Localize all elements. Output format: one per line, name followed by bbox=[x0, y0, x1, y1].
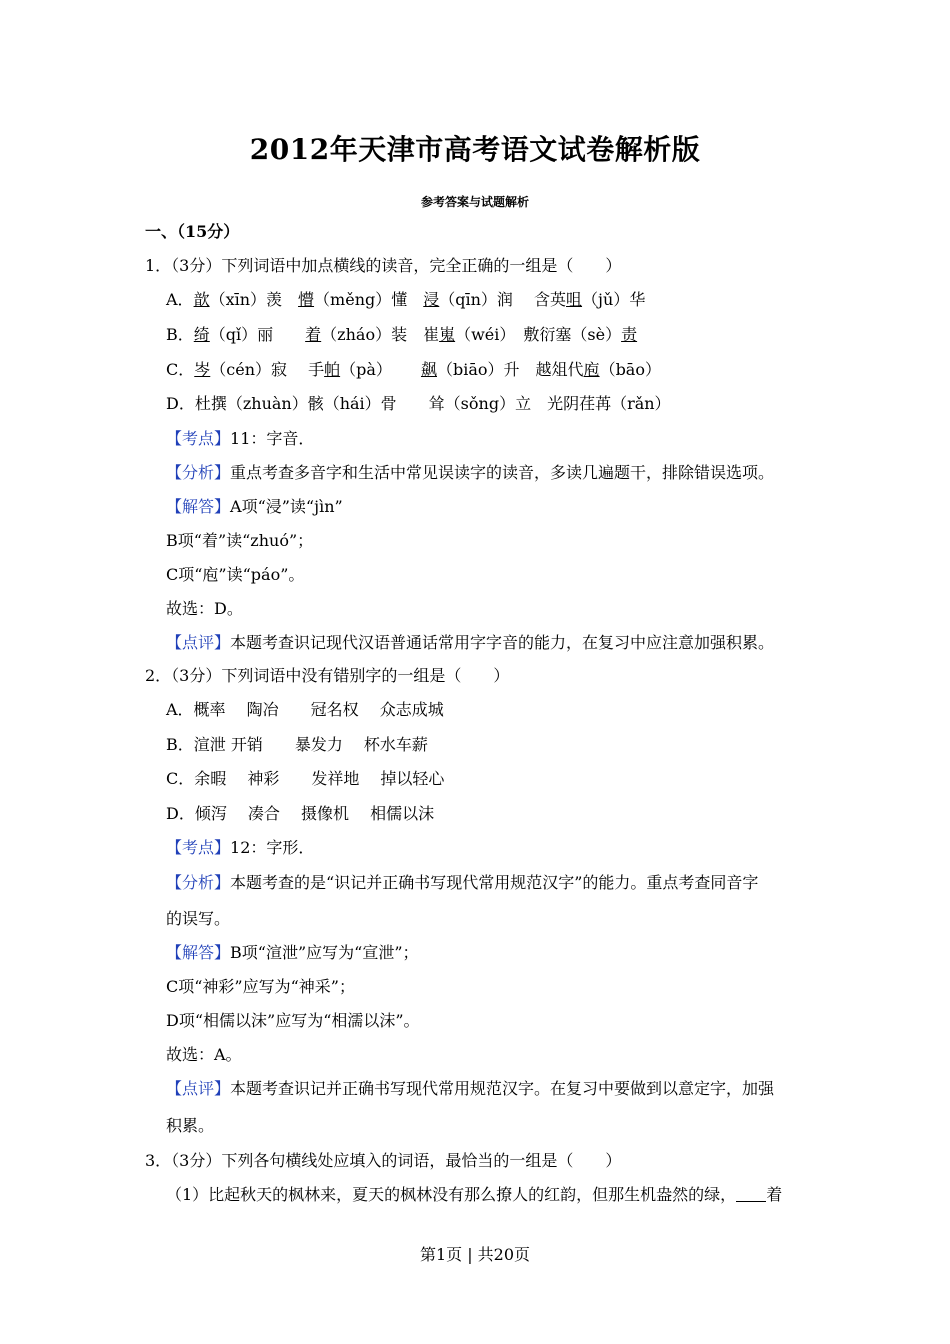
q3-stem: 3．（3分）下列各句横线处应填入的词语，最恰当的一组是（ ） bbox=[145, 1151, 622, 1170]
q2-jieda-d: D项“相儒以沫”应写为“相濡以沫”。 bbox=[166, 1011, 420, 1030]
q1-answer: 故选：D。 bbox=[166, 599, 243, 618]
page-footer: 第1页 | 共20页 bbox=[419, 1245, 531, 1264]
q2-answer: 故选：A。 bbox=[166, 1045, 242, 1064]
dianping-text: 本题考查识记并正确书写现代常用规范汉字。在复习中要做到以意定字，加强 bbox=[230, 1079, 775, 1098]
section-heading: 一、（15分） bbox=[145, 222, 240, 241]
dotted-char: 绮 bbox=[193, 325, 210, 344]
option-text: （pà） bbox=[340, 360, 421, 379]
q1-option-a bbox=[166, 288, 645, 312]
q2-stem: 2．（3分）下列词语中没有错别字的一组是（ ） bbox=[145, 666, 510, 685]
q2-jieda bbox=[166, 941, 419, 965]
jieda-text: B项“渲泄”应写为“宣泄”； bbox=[230, 943, 419, 962]
q2-option-c: C．余暇 神彩 发祥地 掉以轻心 bbox=[166, 769, 445, 788]
page-title: 2012年天津市高考语文试卷解析版 bbox=[249, 133, 701, 166]
q1-option-d: D．杜撰（zhuàn）骸（hái）骨 耸（sǒng）立 光阴荏苒（rǎn） bbox=[166, 394, 671, 413]
q2-jieda-c: C项“神彩”应写为“神采”； bbox=[166, 977, 355, 996]
option-label: A． bbox=[166, 290, 194, 309]
q1-option-c bbox=[166, 358, 661, 382]
dotted-char: 浸 bbox=[423, 290, 440, 309]
jieda-tag: 【解答】 bbox=[166, 497, 231, 516]
option-text: （bāo） bbox=[599, 360, 661, 379]
kaodian-tag: 【考点】 bbox=[166, 429, 231, 448]
q1-jieda-c: C项“庖”读“páo”。 bbox=[166, 565, 305, 584]
q1-jieda-b: B项“着”读“zhuó”； bbox=[166, 531, 314, 550]
kaodian-text: 12：字形． bbox=[230, 838, 315, 857]
q2-fenxi-cont: 的误写。 bbox=[166, 909, 231, 928]
fenxi-text: 本题考查的是“识记并正确书写现代常用规范汉字”的能力。重点考查同音字 bbox=[230, 873, 759, 892]
q2-dianping bbox=[166, 1077, 774, 1101]
q1-jieda bbox=[166, 495, 343, 519]
dianping-text: 本题考查识记现代汉语普通话常用字字音的能力，在复习中应注意加强积累。 bbox=[230, 633, 775, 652]
fenxi-text: 重点考查多音字和生活中常见误读字的读音，多读几遍题干，排除错误选项。 bbox=[230, 463, 775, 482]
option-text: （jǔ）华 bbox=[582, 290, 646, 309]
option-label: B． bbox=[166, 325, 194, 344]
jieda-text: A项“浸”读“jìn” bbox=[230, 497, 343, 516]
jieda-tag: 【解答】 bbox=[166, 943, 231, 962]
q2-option-a: A．概率 陶冶 冠名权 众志成城 bbox=[166, 700, 444, 719]
q2-dianping-cont: 积累。 bbox=[166, 1116, 215, 1135]
q2-kaodian bbox=[166, 836, 314, 860]
option-text: （qǐ）丽 bbox=[209, 325, 306, 344]
q1-stem: 1．（3分）下列词语中加点横线的读音，完全正确的一组是（ ） bbox=[145, 256, 622, 275]
dianping-tag: 【点评】 bbox=[166, 633, 231, 652]
q1-option-b bbox=[166, 323, 637, 347]
option-label: C． bbox=[166, 360, 195, 379]
page-subtitle: 参考答案与试题解析 bbox=[420, 195, 529, 209]
dotted-char: 着 bbox=[305, 325, 322, 344]
dotted-char: 歆 bbox=[193, 290, 210, 309]
dotted-char: 嵬 bbox=[439, 325, 456, 344]
sentence-text: 着 bbox=[766, 1185, 783, 1204]
dotted-char: 飙 bbox=[420, 360, 437, 379]
q1-fenxi bbox=[166, 461, 774, 485]
option-text: （cén）寂 手 bbox=[210, 360, 325, 379]
q2-option-b: B．渲泄 开销 暴发力 杯水车薪 bbox=[166, 735, 428, 754]
option-text: （wéi） 敷衍塞（sè） bbox=[455, 325, 622, 344]
dotted-char: 庖 bbox=[583, 360, 600, 379]
dotted-char: 咀 bbox=[566, 290, 583, 309]
dotted-char: 帕 bbox=[324, 360, 341, 379]
q1-dianping bbox=[166, 631, 774, 655]
dotted-char: 责 bbox=[621, 325, 638, 344]
kaodian-text: 11：字音． bbox=[230, 429, 315, 448]
kaodian-tag: 【考点】 bbox=[166, 838, 231, 857]
option-text: （xīn）羡 bbox=[209, 290, 299, 309]
q2-fenxi bbox=[166, 871, 758, 895]
dotted-char: 岑 bbox=[194, 360, 211, 379]
option-text: （zháo）装 崔 bbox=[321, 325, 440, 344]
dotted-char: 懵 bbox=[298, 290, 315, 309]
option-text: （měng）懂 bbox=[314, 290, 424, 309]
option-text: （biāo）升 越俎代 bbox=[437, 360, 584, 379]
q3-sentence-1 bbox=[166, 1183, 782, 1207]
q1-kaodian bbox=[166, 427, 314, 451]
fill-blank bbox=[736, 1185, 766, 1202]
option-text: （qīn）润 含英 bbox=[439, 290, 567, 309]
fenxi-tag: 【分析】 bbox=[166, 873, 231, 892]
dianping-tag: 【点评】 bbox=[166, 1079, 231, 1098]
fenxi-tag: 【分析】 bbox=[166, 463, 231, 482]
q2-option-d: D．倾泻 凑合 摄像机 相儒以沫 bbox=[166, 804, 435, 823]
sentence-text: （1）比起秋天的枫林来，夏天的枫林没有那么撩人的红韵，但那生机盎然的绿， bbox=[166, 1185, 737, 1204]
